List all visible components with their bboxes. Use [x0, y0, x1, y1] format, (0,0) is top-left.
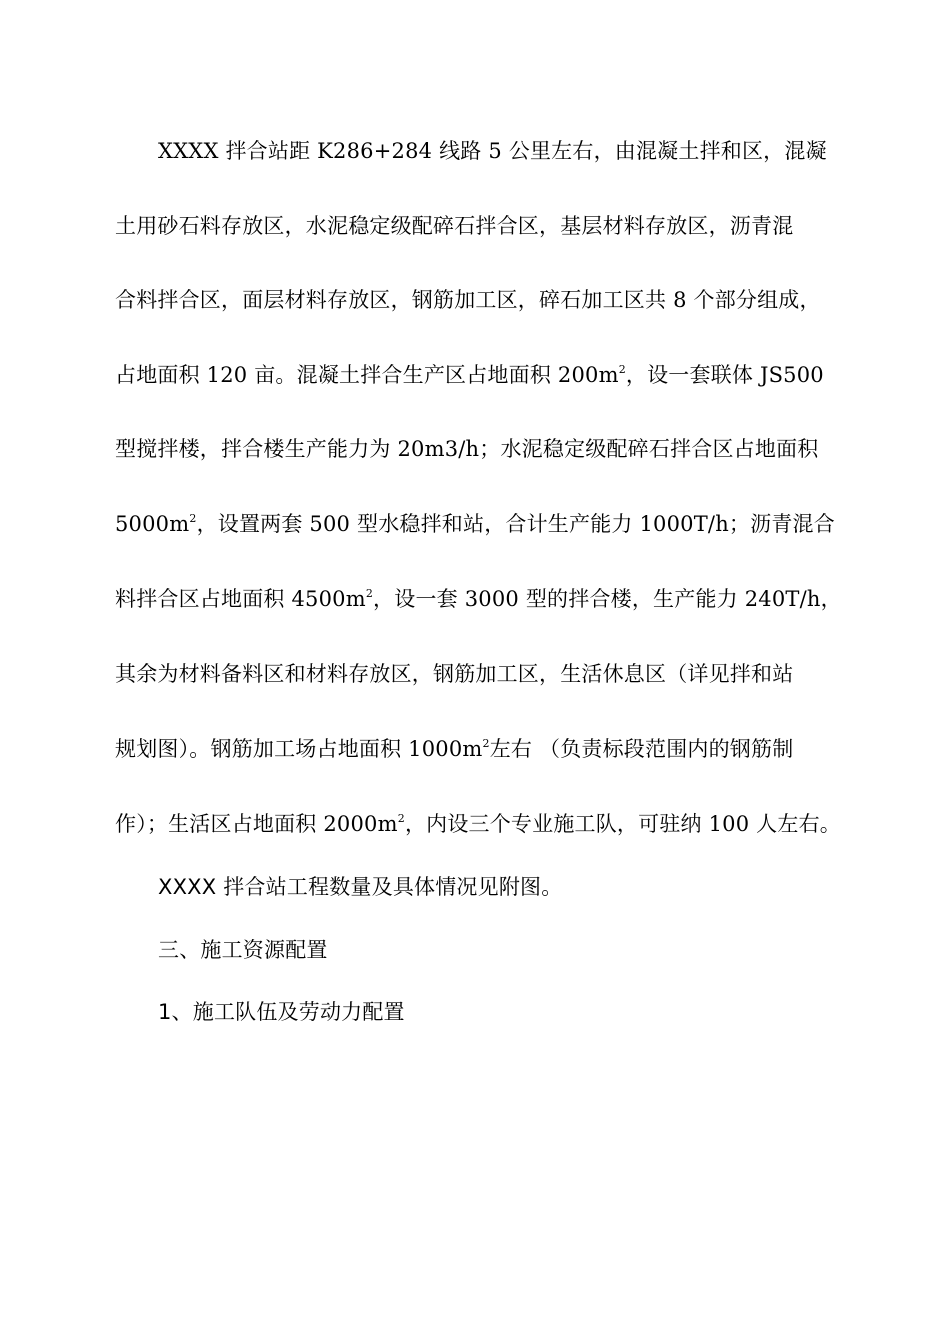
paragraph-2: XXXX 拌合站工程数量及具体情况见附图。 — [158, 875, 563, 899]
superscript-2: 2 — [189, 512, 197, 525]
paragraph-line-4 — [115, 361, 824, 389]
line-7-text-b: ，设一套 3000 型的拌合楼，生产能力 240T/h， — [373, 587, 842, 611]
paragraph-line-7 — [115, 585, 842, 613]
line-7-text-a: 料拌合区占地面积 4500m — [115, 587, 366, 611]
paragraph-line-5: 型搅拌楼，拌合楼生产能力为 20m3/h；水泥稳定级配碎石拌合区占地面积 — [115, 437, 819, 461]
line-10-text-a: 作）；生活区占地面积 2000m — [115, 812, 398, 836]
paragraph-line-3: 合料拌合区，面层材料存放区，钢筋加工区，碎石加工区共 8 个部分组成， — [115, 288, 821, 312]
superscript-2: 2 — [482, 737, 490, 750]
paragraph-line-6 — [115, 510, 835, 538]
subsection-heading-3-1: 1、施工队伍及劳动力配置 — [158, 1000, 405, 1024]
line-6-text-a: 5000m — [115, 512, 190, 536]
paragraph-line-2: 土用砂石料存放区，水泥稳定级配碎石拌合区，基层材料存放区，沥青混 — [115, 214, 794, 238]
line-4-text-a: 占地面积 120 亩。混凝土拌合生产区占地面积 200m — [115, 363, 619, 387]
line-9-text-a: 规划图）。钢筋加工场占地面积 1000m — [115, 737, 483, 761]
line-9-text-b: 左右 （负责标段范围内的钢筋制 — [489, 737, 794, 761]
paragraph-line-1: XXXX 拌合站距 K286+284 线路 5 公里左右，由混凝土拌和区，混凝 — [158, 139, 827, 163]
paragraph-line-10 — [115, 810, 841, 838]
line-10-text-b: ，内设三个专业施工队，可驻纳 100 人左右。 — [404, 812, 841, 836]
line-6-text-b: ，设置两套 500 型水稳拌和站，合计生产能力 1000T/h；沥青混合 — [196, 512, 835, 536]
superscript-2: 2 — [397, 812, 405, 825]
superscript-2: 2 — [365, 587, 374, 600]
line-4-text-b: ，设一套联体 JS500 — [625, 363, 824, 387]
superscript-2: 2 — [618, 363, 626, 376]
paragraph-line-8: 其余为材料备料区和材料存放区，钢筋加工区，生活休息区（详见拌和站 — [115, 662, 794, 686]
section-heading-3: 三、施工资源配置 — [158, 938, 328, 962]
paragraph-line-9 — [115, 735, 793, 763]
